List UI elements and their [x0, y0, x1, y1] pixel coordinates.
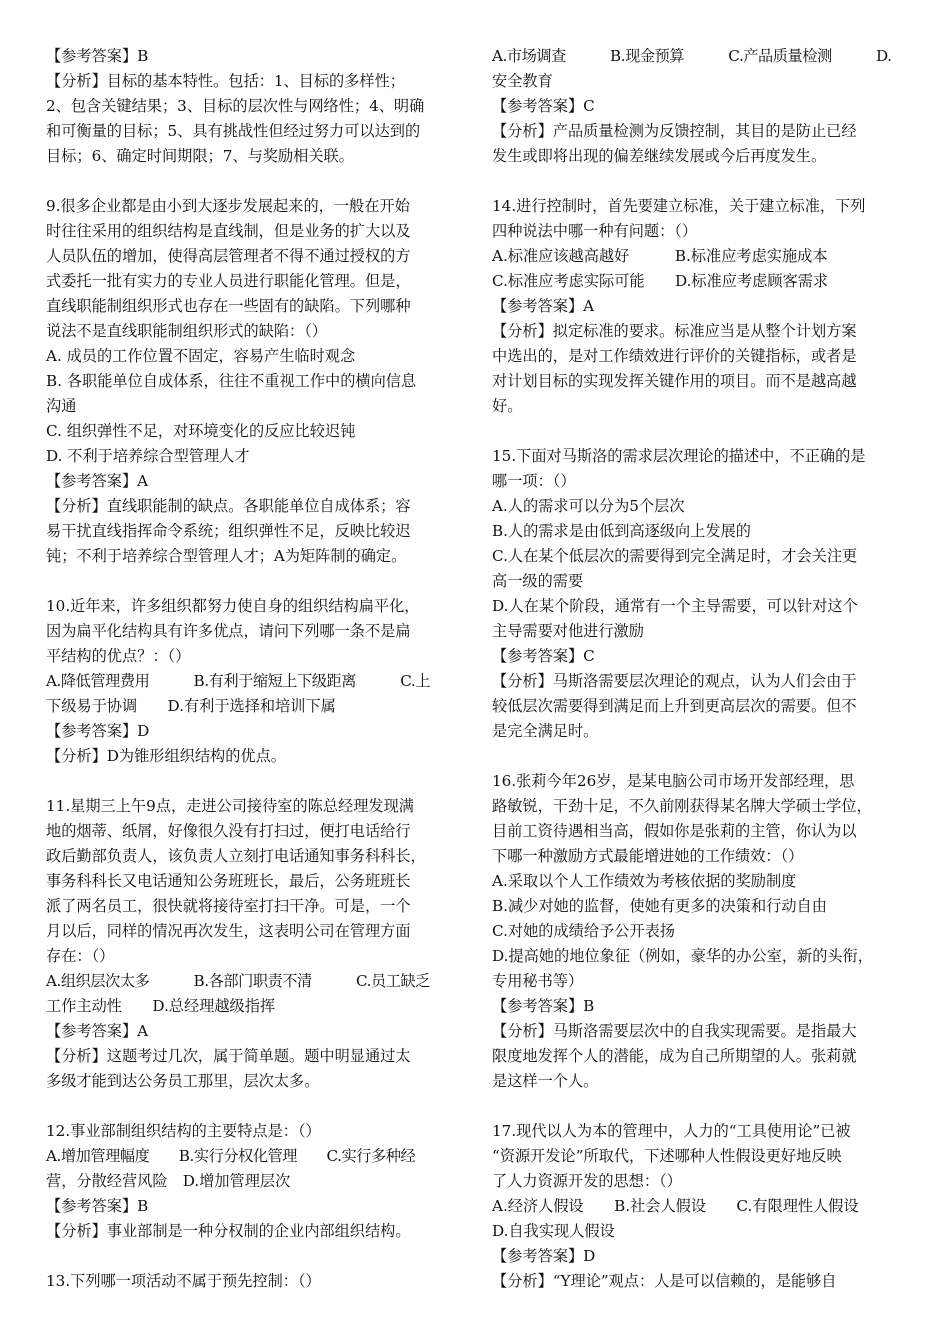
- option-d: 主导需要对他进行激励: [492, 622, 644, 640]
- analysis-line: 【分析】这题考过几次，属于简单题。题中明显通过太: [46, 1047, 411, 1065]
- answer: 【参考答案】A: [492, 297, 595, 315]
- question-12: [46, 1119, 462, 1244]
- question-stem: 16.张莉今年26岁，是某电脑公司市场开发部经理，思: [492, 772, 855, 790]
- answer: 【参考答案】D: [46, 722, 150, 740]
- answer: 【参考答案】B: [492, 997, 595, 1015]
- question-13-options: [492, 44, 908, 169]
- option-b: B. 各职能单位自成体系，往往不重视工作中的横向信息: [46, 372, 417, 390]
- analysis-line: 对计划目标的实现发挥关键作用的项目。而不是越高越: [492, 372, 857, 390]
- question-stem: 14.进行控制时，首先要建立标准，关于建立标准，下列: [492, 197, 866, 215]
- question-stem: 下哪一种激励方式最能增进她的工作绩效：（）: [492, 847, 804, 865]
- left-column: [46, 44, 462, 1319]
- options-line: A.增加管理幅度 B.实行分权化管理 C.实行多种经: [46, 1147, 416, 1165]
- option-a: A. 成员的工作位置不固定，容易产生临时观念: [46, 347, 356, 365]
- option-c: 高一级的需要: [492, 572, 584, 590]
- question-stem: 路敏锐，干劲十足，不久前刚获得某名牌大学硕士学位，: [492, 797, 872, 815]
- question-10: [46, 594, 462, 769]
- options-line: A.降低管理费用 B.有利于缩短上下级距离 C.上: [46, 672, 430, 690]
- analysis-line: 较低层次需要得到满足而上升到更高层次的需要。但不: [492, 697, 857, 715]
- answer: 【参考答案】D: [492, 1247, 596, 1265]
- option-c: C.对她的成绩给予公开表扬: [492, 922, 675, 940]
- analysis-line: 【分析】拟定标准的要求。标准应当是从整个计划方案: [492, 322, 857, 340]
- question-stem: 直线职能制组织形式也存在一些固有的缺陷。下列哪种: [46, 297, 411, 315]
- answer: 【参考答案】A: [46, 472, 149, 490]
- question-stem: 时往往采用的组织结构是直线制，但是业务的扩大以及: [46, 222, 411, 240]
- analysis-line: 2、包含关键结果；3、目标的层次性与网络性；4、明确: [46, 97, 425, 115]
- analysis-line: 中选出的，是对工作绩效进行评价的关键指标，或者是: [492, 347, 857, 365]
- analysis-line: 是这样一个人。: [492, 1072, 599, 1090]
- question-stem: 说法不是直线职能制组织形式的缺陷：（）: [46, 322, 327, 340]
- question-17: [492, 1119, 908, 1294]
- question-13: [46, 1269, 462, 1294]
- question-stem: 9.很多企业都是由小到大逐步发展起来的，一般在开始: [46, 197, 410, 215]
- question-stem: “资源开发论”所取代，下述哪种人性假设更好地反映: [492, 1147, 842, 1165]
- options-line: A.标准应该越高越好 B.标准应考虑实施成本: [492, 247, 828, 265]
- right-column: [492, 44, 908, 1319]
- option-b: B.减少对她的监督，使她有更多的决策和行动自由: [492, 897, 827, 915]
- answer: 【参考答案】B: [46, 1197, 149, 1215]
- question-stem: 式委托一批有实力的专业人员进行职能化管理。但是，: [46, 272, 411, 290]
- analysis-line: 易干扰直线指挥命令系统；组织弹性不足，反映比较迟: [46, 522, 411, 540]
- analysis-line: 好。: [492, 397, 523, 415]
- options-line: 营，分散经营风险 D.增加管理层次: [46, 1172, 291, 1190]
- answer: 【参考答案】A: [46, 1022, 149, 1040]
- q8-tail: [46, 44, 462, 169]
- analysis-line: 限度地发挥个人的潜能，成为自己所期望的人。张莉就: [492, 1047, 857, 1065]
- option-c: C.人在某个低层次的需要得到完全满足时，才会关注更: [492, 547, 858, 565]
- analysis-line: 发生或即将出现的偏差继续发展或今后再度发生。: [492, 147, 827, 165]
- answer: 【参考答案】C: [492, 647, 595, 665]
- question-stem: 因为扁平化结构具有许多优点，请问下列哪一条不是扁: [46, 622, 411, 640]
- question-15: [492, 444, 908, 744]
- analysis-line: 【分析】马斯洛需要层次中的自我实现需要。是指最大: [492, 1022, 857, 1040]
- question-stem: 12.事业部制组织结构的主要特点是：（）: [46, 1122, 321, 1140]
- options-line: D.自我实现人假设: [492, 1222, 615, 1240]
- question-16: [492, 769, 908, 1094]
- question-stem: 月以后，同样的情况再次发生，这表明公司在管理方面: [46, 922, 411, 940]
- analysis-line: 和可衡量的目标；5、具有挑战性但经过努力可以达到的: [46, 122, 421, 140]
- analysis-line: 多级才能到达公务员工那里，层次太多。: [46, 1072, 320, 1090]
- option-b: 沟通: [46, 397, 77, 415]
- question-11: [46, 794, 462, 1094]
- options-line: A.市场调查 B.现金预算 C.产品质量检测 D.: [492, 47, 892, 65]
- analysis-line: 【分析】“Y理论”观点：人是可以信赖的，是能够自: [492, 1272, 837, 1290]
- question-stem: 了人力资源开发的思想：（）: [492, 1172, 682, 1190]
- answer: 【参考答案】B: [46, 47, 149, 65]
- question-stem: 目前工资待遇相当高，假如你是张莉的主管，你认为以: [492, 822, 857, 840]
- options-line: 安全教育: [492, 72, 553, 90]
- options-line: A.组织层次太多 B.各部门职责不清 C.员工缺乏: [46, 972, 430, 990]
- question-stem: 15.下面对马斯洛的需求层次理论的描述中，不正确的是: [492, 447, 866, 465]
- option-a: A.人的需求可以分为5个层次: [492, 497, 685, 515]
- analysis-line: 【分析】产品质量检测为反馈控制，其目的是防止已经: [492, 122, 857, 140]
- question-stem: 地的烟蒂、纸屑，好像很久没有打扫过，便打电话给行: [46, 822, 411, 840]
- question-stem: 17.现代以人为本的管理中，人力的“工具使用论”已被: [492, 1122, 851, 1140]
- analysis-line: 【分析】目标的基本特性。包括：1、目标的多样性；: [46, 72, 405, 90]
- question-stem: 10.近年来，许多组织都努力使自身的组织结构扁平化，: [46, 597, 420, 615]
- analysis-line: 【分析】直线职能制的缺点。各职能单位自成体系；容: [46, 497, 411, 515]
- options-line: C.标准应考虑实际可能 D.标准应考虑顾客需求: [492, 272, 829, 290]
- option-b: B.人的需求是由低到高逐级向上发展的: [492, 522, 751, 540]
- question-stem: 存在：（）: [46, 947, 115, 965]
- question-stem: 派了两名员工，很快就将接待室打扫干净。可是，一个: [46, 897, 411, 915]
- option-d: D.提高她的地位象征（例如，豪华的办公室，新的头衔，: [492, 947, 873, 965]
- question-stem: 事务科科长又电话通知公务班班长，最后，公务班班长: [46, 872, 411, 890]
- option-d: D. 不利于培养综合型管理人才: [46, 447, 250, 465]
- question-stem: 四种说法中哪一种有问题：（）: [492, 222, 698, 240]
- analysis-line: 是完全满足时。: [492, 722, 599, 740]
- options-line: 工作主动性 D.总经理越级指挥: [46, 997, 276, 1015]
- analysis-line: 【分析】D为锥形组织结构的优点。: [46, 747, 286, 765]
- options-line: A.经济人假设 B.社会人假设 C.有限理性人假设: [492, 1197, 859, 1215]
- question-stem: 11.星期三上午9点，走进公司接待室的陈总经理发现满: [46, 797, 414, 815]
- analysis-line: 【分析】马斯洛需要层次理论的观点，认为人们会由于: [492, 672, 857, 690]
- option-d: D.人在某个阶段，通常有一个主导需要，可以针对这个: [492, 597, 858, 615]
- option-a: A.采取以个人工作绩效为考核依据的奖励制度: [492, 872, 797, 890]
- option-d: 专用秘书等）: [492, 972, 584, 990]
- analysis-line: 钝；不利于培养综合型管理人才；A为矩阵制的确定。: [46, 547, 407, 565]
- question-stem: 13.下列哪一项活动不属于预先控制：（）: [46, 1272, 321, 1290]
- options-line: 下级易于协调 D.有利于选择和培训下属: [46, 697, 336, 715]
- question-stem: 平结构的优点？：（）: [46, 647, 191, 665]
- analysis-line: 【分析】事业部制是一种分权制的企业内部组织结构。: [46, 1222, 411, 1240]
- question-stem: 哪一项：（）: [492, 472, 576, 490]
- question-stem: 政后勤部负责人，该负责人立刻打电话通知事务科科长，: [46, 847, 426, 865]
- question-14: [492, 194, 908, 419]
- analysis-line: 目标；6、确定时间期限；7、与奖励相关联。: [46, 147, 354, 165]
- question-9: [46, 194, 462, 569]
- answer: 【参考答案】C: [492, 97, 595, 115]
- option-c: C. 组织弹性不足，对环境变化的反应比较迟钝: [46, 422, 356, 440]
- question-stem: 人员队伍的增加，使得高层管理者不得不通过授权的方: [46, 247, 411, 265]
